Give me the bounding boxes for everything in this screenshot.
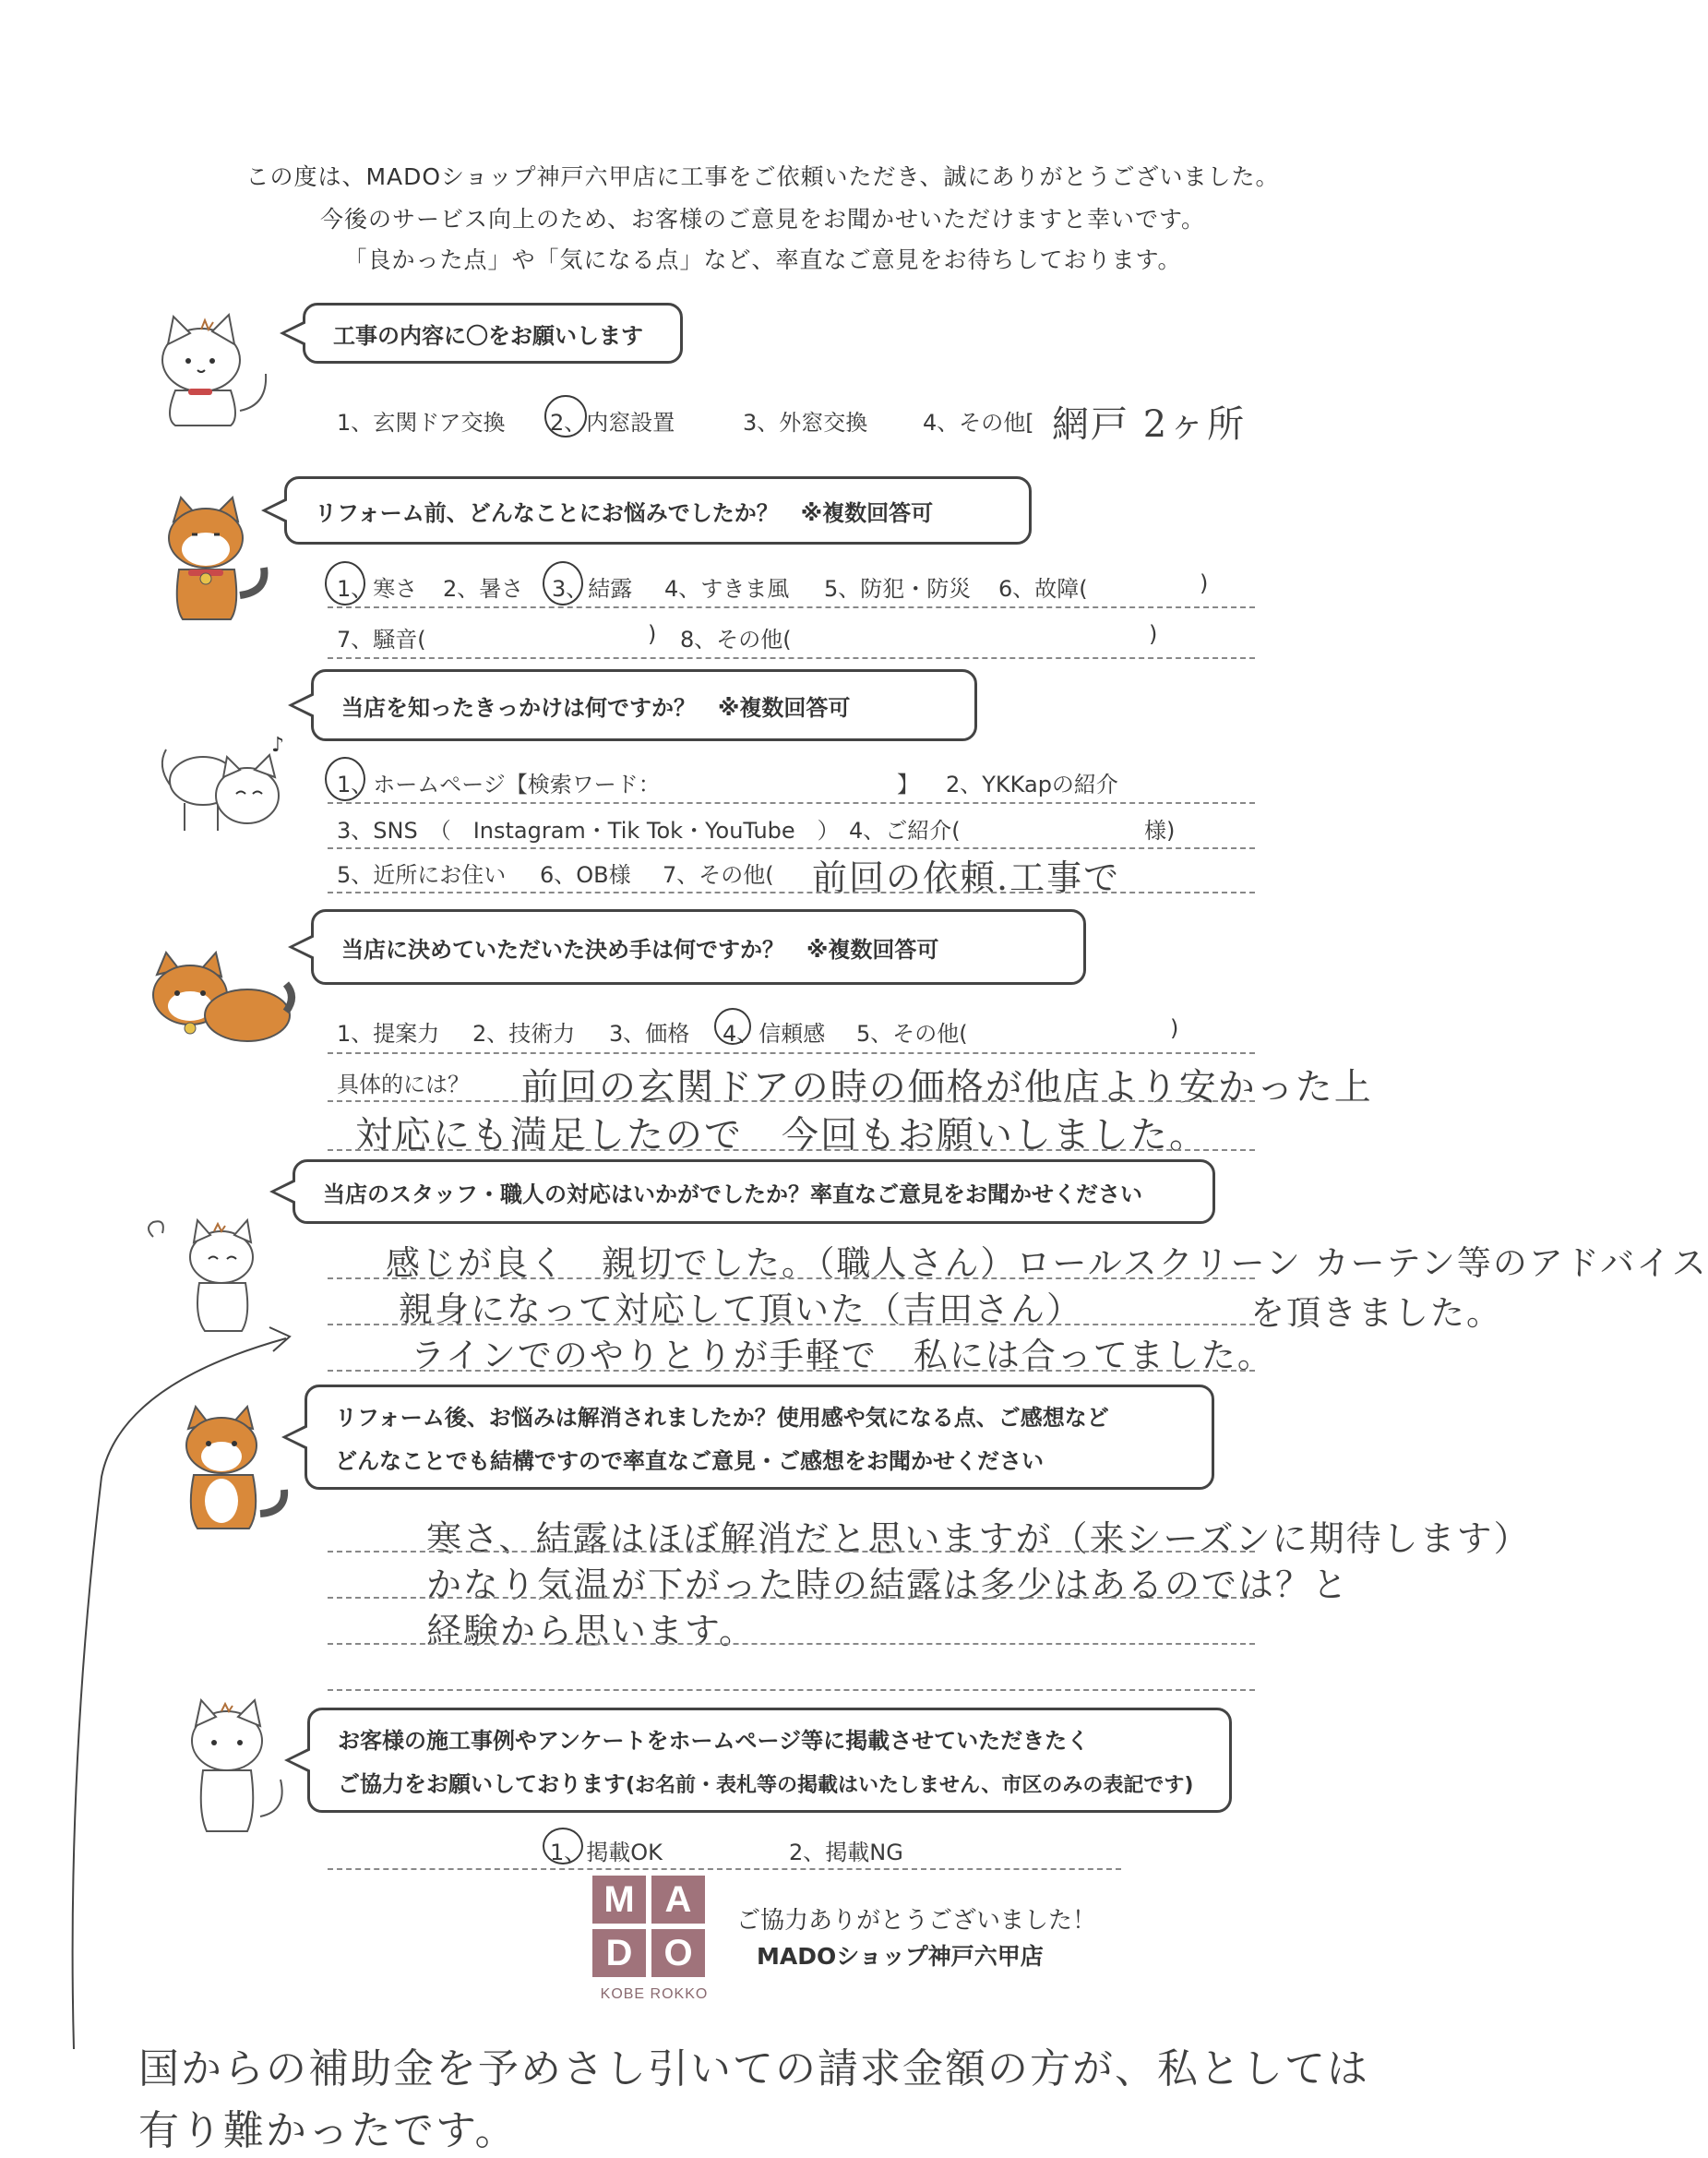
q2-option-7-close: ): [648, 621, 657, 647]
selected-circle-mark: [543, 561, 583, 605]
q2-option-6-close: ): [1200, 570, 1209, 596]
answer-line: [328, 1551, 1255, 1553]
q3-option-4-close: 様): [1144, 818, 1176, 844]
answer-line: [328, 1324, 1255, 1325]
q5-handwritten-line-1: 感じが良く 親切でした。（職人さん）ロールスクリーン カーテン等のアドバイス: [386, 1243, 1708, 1283]
q1-option-4[interactable]: 4、その他[: [923, 410, 1034, 436]
question-bubble-5: [293, 1159, 1215, 1224]
q3-option-4[interactable]: 4、ご紹介(: [849, 818, 961, 844]
answer-line: [328, 1643, 1255, 1645]
mado-logo: [592, 1876, 712, 1984]
q1-option-3[interactable]: 3、外窓交換: [743, 410, 868, 436]
intro-line-1: この度は、MADOショップ神戸六甲店に工事をご依頼いただき、誠にありがとうございました。: [245, 163, 1280, 190]
intro-line-3: 「良かった点」や「気になる点」など、率直なご意見をお待ちしております。: [343, 246, 1182, 273]
question-5-title: 当店のスタッフ・職人の対応はいかがでしたか？率直なご意見をお聞かせください: [323, 1181, 1142, 1207]
q5-handwritten-line-2: 親身になって対応して頂いた（吉田さん）: [399, 1289, 1082, 1329]
logo-letter-m: M: [592, 1876, 646, 1924]
q2-option-8[interactable]: 8、その他(: [680, 627, 792, 653]
shiba-dog-mascot-icon: [157, 494, 277, 623]
handwritten-arrow-icon: [55, 1311, 332, 2068]
q1-option-2[interactable]: 2、内窓設置: [550, 410, 675, 436]
q4-detail-label: 具体的には？: [337, 1072, 470, 1097]
q4-handwritten-line-2: 対応にも満足したので 今回もお願いしました。: [355, 1114, 1208, 1157]
q4-option-3[interactable]: 3、価格: [609, 1021, 690, 1047]
q2-option-2[interactable]: 2、暑さ: [443, 576, 524, 602]
q2-option-3[interactable]: 3、結露: [552, 576, 633, 602]
q1-option-1[interactable]: 1、玄関ドア交換: [337, 410, 506, 436]
q4-option-4[interactable]: 4、信頼感: [723, 1021, 826, 1047]
q4-option-1[interactable]: 1、提案力: [337, 1021, 440, 1047]
q4-option-5[interactable]: 5、その他(: [856, 1021, 968, 1047]
bottom-note-line-2: 有り難かったです。: [138, 2107, 518, 2154]
selected-circle-mark: [325, 757, 365, 801]
q2-option-6[interactable]: 6、故障(: [998, 576, 1088, 602]
question-2-title: リフォーム前、どんなことにお悩みでしたか？ ※複数回答可: [315, 499, 934, 526]
answer-line: [328, 1277, 1255, 1279]
q4-option-5-close: ): [1170, 1015, 1179, 1041]
selected-circle-mark: [714, 1008, 751, 1045]
q3-handwritten-other: 前回の依頼.工事で: [812, 857, 1121, 898]
q2-option-8-close: ): [1149, 621, 1158, 647]
answer-line: [328, 1370, 1255, 1372]
q3-option-7[interactable]: 7、その他(: [663, 862, 774, 888]
q6-handwritten-line-3: 経験から思います。: [426, 1611, 756, 1651]
question-6-title-line-2: どんなことでも結構ですので率直なご意見・ご感想をお聞かせください: [335, 1448, 1044, 1474]
answer-line: [328, 657, 1255, 659]
logo-subtitle: KOBE ROKKO: [600, 1986, 709, 2002]
shop-name: MADOショップ神戸六甲店: [757, 1943, 1044, 1970]
question-7-title-line-2: ご協力をお願いしております: [338, 1771, 626, 1797]
q6-handwritten-line-1: 寒さ、結露はほぼ解消だと思いますが（来シーズンに期待します）: [426, 1518, 1531, 1559]
q3-option-1-close: 】: [897, 772, 919, 797]
answer-line: [328, 802, 1255, 804]
selected-circle-mark: [325, 561, 365, 605]
bottom-note-line-1: 国からの補助金を予めさし引いての請求金額の方が、私としては: [138, 2045, 1369, 2092]
question-7-title-line-1: お客様の施工事例やアンケートをホームページ等に掲載させていただきたく: [338, 1728, 1090, 1754]
q3-option-6[interactable]: 6、OB様: [540, 862, 631, 888]
question-6-title-line-1: リフォーム後、お悩みは解消されましたか？使用感や気になる点、ご感想など: [335, 1405, 1109, 1431]
q5-handwritten-line-3: ラインでのやりとりが手軽で 私には合ってました。: [411, 1336, 1273, 1375]
q7-option-ok[interactable]: 1、掲載OK: [550, 1840, 663, 1865]
selected-circle-mark: [543, 1828, 583, 1864]
logo-letter-d: D: [592, 1929, 646, 1977]
logo-letter-a: A: [651, 1876, 705, 1924]
q2-option-4[interactable]: 4、すきま風: [664, 576, 790, 602]
q1-handwritten-other: 網戸 2ヶ所: [1052, 403, 1247, 446]
answer-line: [328, 1689, 1255, 1691]
selected-circle-mark: [544, 395, 587, 438]
question-bubble-1: [303, 303, 683, 364]
two-cats-mascot-icon: [148, 729, 295, 849]
question-1-title: 工事の内容に〇をお願いします: [333, 322, 643, 349]
q4-handwritten-line-1: 前回の玄関ドアの時の価格が他店より安かった上: [521, 1066, 1373, 1109]
answer-line: [328, 1149, 1255, 1151]
answer-line: [328, 1597, 1255, 1599]
logo-letter-o: O: [651, 1929, 705, 1977]
q2-option-1[interactable]: 1、寒さ: [337, 576, 418, 602]
q3-option-2[interactable]: 2、YKKapの紹介: [946, 772, 1118, 797]
answer-line: [328, 1100, 1255, 1102]
question-7-note: (お名前・表札等の掲載はいたしません、市区のみの表記です): [626, 1774, 1194, 1797]
q2-option-7[interactable]: 7、騒音(: [337, 627, 426, 653]
q2-option-5[interactable]: 5、防犯・防災: [824, 576, 972, 602]
question-7-title-line-2-wrap: [338, 1766, 1201, 1798]
thanks-message: ご協力ありがとうございました！: [736, 1907, 1097, 1935]
answer-line: [328, 1052, 1255, 1054]
answer-line: [328, 606, 1255, 608]
answer-line: [328, 892, 1255, 893]
shiba-lying-mascot-icon: [148, 951, 295, 1052]
q3-option-3[interactable]: 3、SNS （ Instagram・Tik Tok・YouTube ）: [337, 818, 840, 844]
question-4-title: 当店に決めていただいた決め手は何ですか？ ※複数回答可: [341, 936, 939, 963]
q7-option-ng[interactable]: 2、掲載NG: [789, 1840, 903, 1865]
white-cat-mascot-icon: [148, 309, 286, 429]
q3-option-1[interactable]: 1、ホームページ【検索ワード：: [337, 772, 661, 797]
question-bubble-2: [284, 476, 1032, 545]
question-bubble-6: [305, 1385, 1214, 1490]
q3-option-5[interactable]: 5、近所にお住い: [337, 862, 507, 888]
q4-option-2[interactable]: 2、技術力: [472, 1021, 576, 1047]
q6-handwritten-line-2: かなり気温が下がった時の結露は多少はあるのでは？と: [426, 1565, 1350, 1605]
question-3-title: 当店を知ったきっかけは何ですか？ ※複数回答可: [341, 694, 851, 721]
question-bubble-7: [307, 1708, 1232, 1813]
intro-line-2: 今後のサービス向上のため、お客様のご意見をお聞かせいただけますと幸いです。: [319, 206, 1205, 233]
svg-text:♪: ♪: [271, 734, 285, 757]
question-bubble-4: [311, 909, 1086, 985]
question-bubble-3: [311, 669, 977, 741]
answer-line: [328, 1868, 1121, 1870]
q5-handwritten-line-2b: を頂きました。: [1250, 1293, 1502, 1333]
